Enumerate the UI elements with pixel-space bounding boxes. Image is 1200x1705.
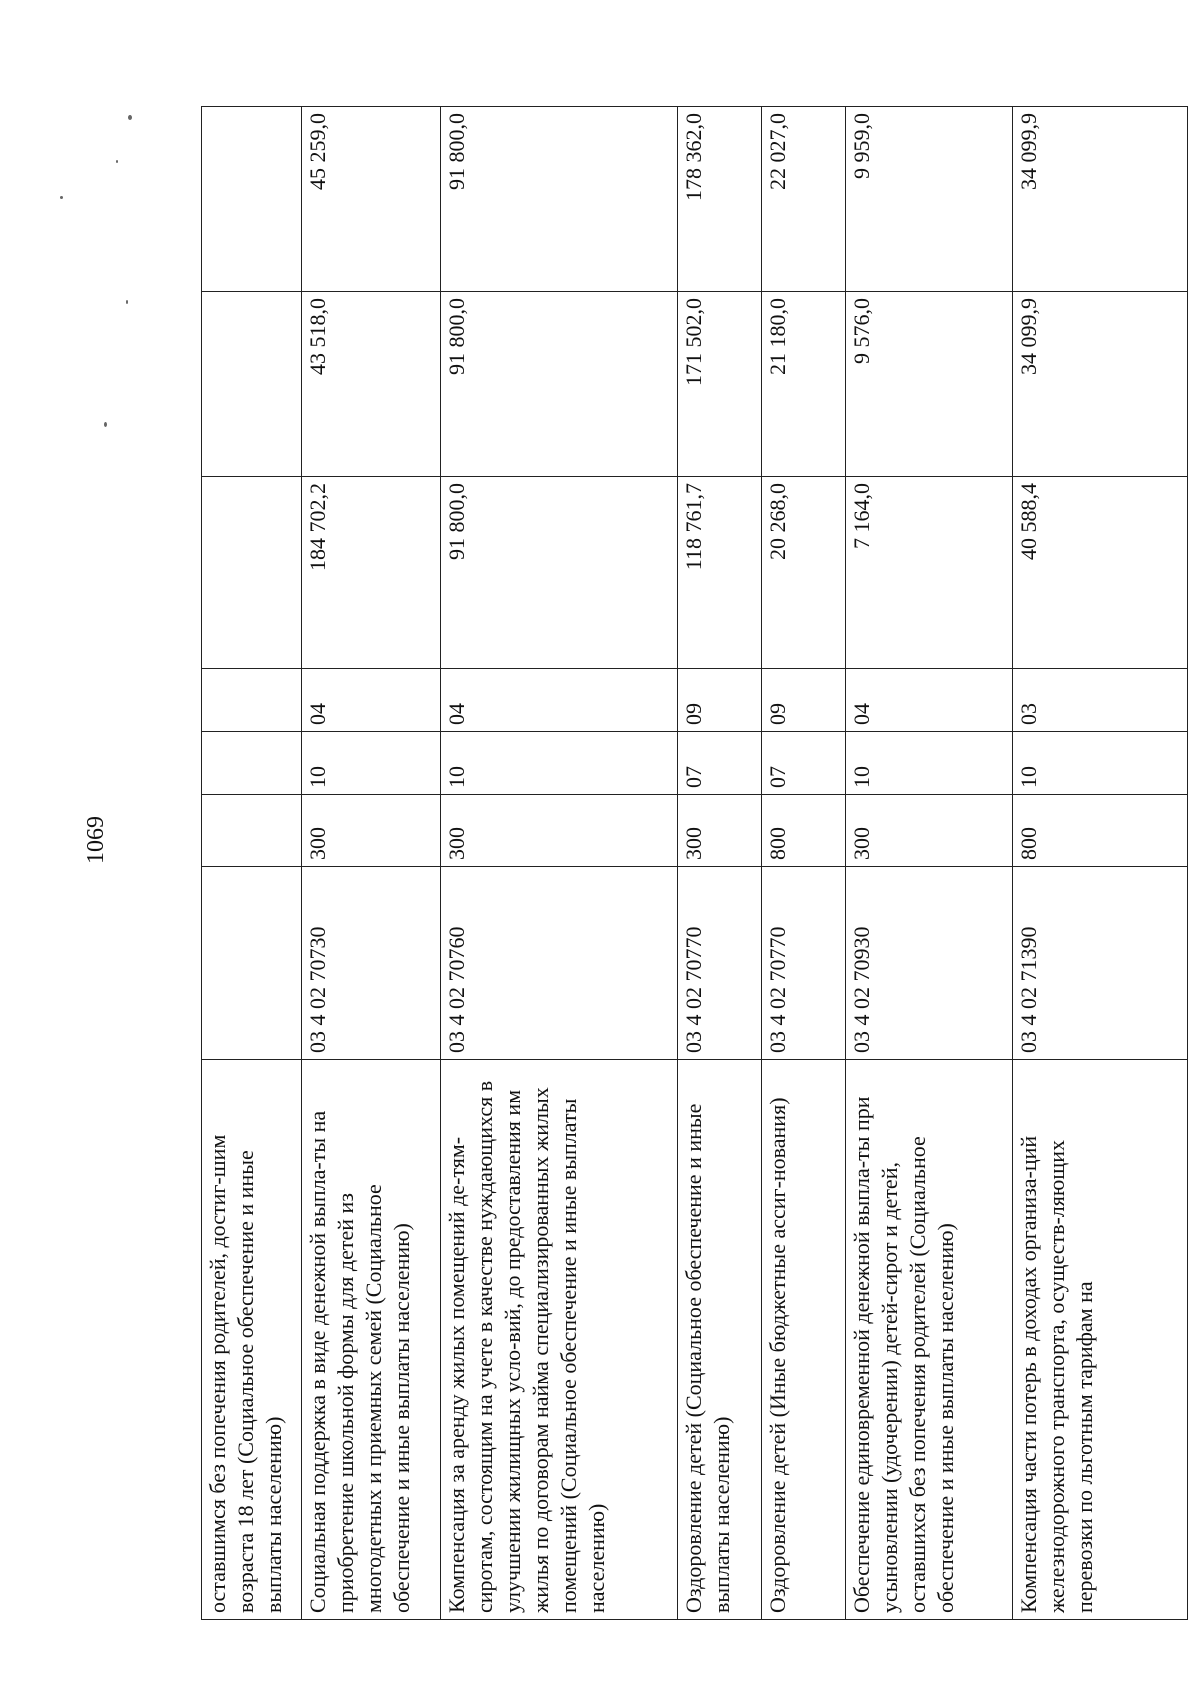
table-row — [846, 107, 1013, 1620]
row-subsection: 09 — [678, 669, 762, 732]
row-subsection — [202, 669, 302, 732]
row-code: 03 4 02 70930 — [846, 867, 1013, 1060]
row-value-3: 45 259,0 — [302, 107, 441, 292]
row-code: 03 4 02 70770 — [678, 867, 762, 1060]
row-value-2: 43 518,0 — [302, 292, 441, 477]
row-section: 10 — [1013, 732, 1188, 795]
row-value-1: 118 761,7 — [678, 477, 762, 669]
table-row — [1013, 107, 1188, 1620]
page-number: 1069 — [83, 816, 109, 864]
budget-table-rotated — [201, 107, 1187, 1620]
row-expense-type: 300 — [441, 795, 678, 867]
row-value-2: 171 502,0 — [678, 292, 762, 477]
table-row — [202, 107, 302, 1620]
row-value-2 — [202, 292, 302, 477]
row-value-3: 91 800,0 — [441, 107, 678, 292]
row-description: Оздоровление детей (Иные бюджетные ассиг-нования) — [762, 1060, 846, 1620]
row-description: Обеспечение единовременной денежной выпла-ты при усыновлении (удочерении) детей-сирот и детей, оставшихся без попечения родителей (Социальное обеспечение и иные выплаты населению) — [846, 1060, 1013, 1620]
row-value-1: 40 588,4 — [1013, 477, 1188, 669]
row-code: 03 4 02 70770 — [762, 867, 846, 1060]
row-section: 10 — [302, 732, 441, 795]
scan-speck — [128, 115, 132, 120]
scan-speck — [104, 422, 107, 427]
table-row — [762, 107, 846, 1620]
row-section: 10 — [846, 732, 1013, 795]
row-expense-type: 800 — [762, 795, 846, 867]
row-value-3: 9 959,0 — [846, 107, 1013, 292]
row-value-2: 34 099,9 — [1013, 292, 1188, 477]
budget-table — [201, 106, 1188, 1620]
row-subsection: 03 — [1013, 669, 1188, 732]
row-value-1: 184 702,2 — [302, 477, 441, 669]
row-section: 10 — [441, 732, 678, 795]
row-value-2: 91 800,0 — [441, 292, 678, 477]
row-value-2: 21 180,0 — [762, 292, 846, 477]
row-value-3: 22 027,0 — [762, 107, 846, 292]
row-value-1: 7 164,0 — [846, 477, 1013, 669]
row-expense-type: 300 — [678, 795, 762, 867]
row-value-1 — [202, 477, 302, 669]
row-expense-type: 300 — [302, 795, 441, 867]
row-section — [202, 732, 302, 795]
row-description: Компенсация части потерь в доходах организа-ций железнодорожного транспорта, осуществ-ляющих перевозки по льготным тарифам на — [1013, 1060, 1188, 1620]
row-value-3 — [202, 107, 302, 292]
row-subsection: 04 — [846, 669, 1013, 732]
row-description: оставшимся без попечения родителей, достиг-шим возраста 18 лет (Социальное обеспечение и иные выплаты населению) — [202, 1060, 302, 1620]
row-value-1: 91 800,0 — [441, 477, 678, 669]
row-subsection: 04 — [441, 669, 678, 732]
row-section: 07 — [762, 732, 846, 795]
row-subsection: 04 — [302, 669, 441, 732]
scan-speck — [116, 160, 118, 163]
row-section: 07 — [678, 732, 762, 795]
row-expense-type: 300 — [846, 795, 1013, 867]
row-description: Оздоровление детей (Социальное обеспечение и иные выплаты населению) — [678, 1060, 762, 1620]
row-value-3: 34 099,9 — [1013, 107, 1188, 292]
row-code — [202, 867, 302, 1060]
scan-speck — [126, 300, 128, 304]
row-expense-type — [202, 795, 302, 867]
table-row — [678, 107, 762, 1620]
row-code: 03 4 02 71390 — [1013, 867, 1188, 1060]
row-code: 03 4 02 70760 — [441, 867, 678, 1060]
row-value-2: 9 576,0 — [846, 292, 1013, 477]
table-row — [441, 107, 678, 1620]
row-description: Социальная поддержка в виде денежной выпла-ты на приобретение школьной формы для детей из многодетных и приемных семей (Социальное обеспечение и иные выплаты населению) — [302, 1060, 441, 1620]
scan-speck — [60, 196, 63, 199]
row-subsection: 09 — [762, 669, 846, 732]
row-expense-type: 800 — [1013, 795, 1188, 867]
row-value-1: 20 268,0 — [762, 477, 846, 669]
table-row — [302, 107, 441, 1620]
row-description: Компенсация за аренду жилых помещений де-тям-сиротам, состоящим на учете в качестве нуждающихся в улучшении жилищных усло-вий, до предоставления им жилья по договорам найма специализированных жилых помещений (Социальное обеспечение и иные выплаты населению) — [441, 1060, 678, 1620]
row-value-3: 178 362,0 — [678, 107, 762, 292]
row-code: 03 4 02 70730 — [302, 867, 441, 1060]
